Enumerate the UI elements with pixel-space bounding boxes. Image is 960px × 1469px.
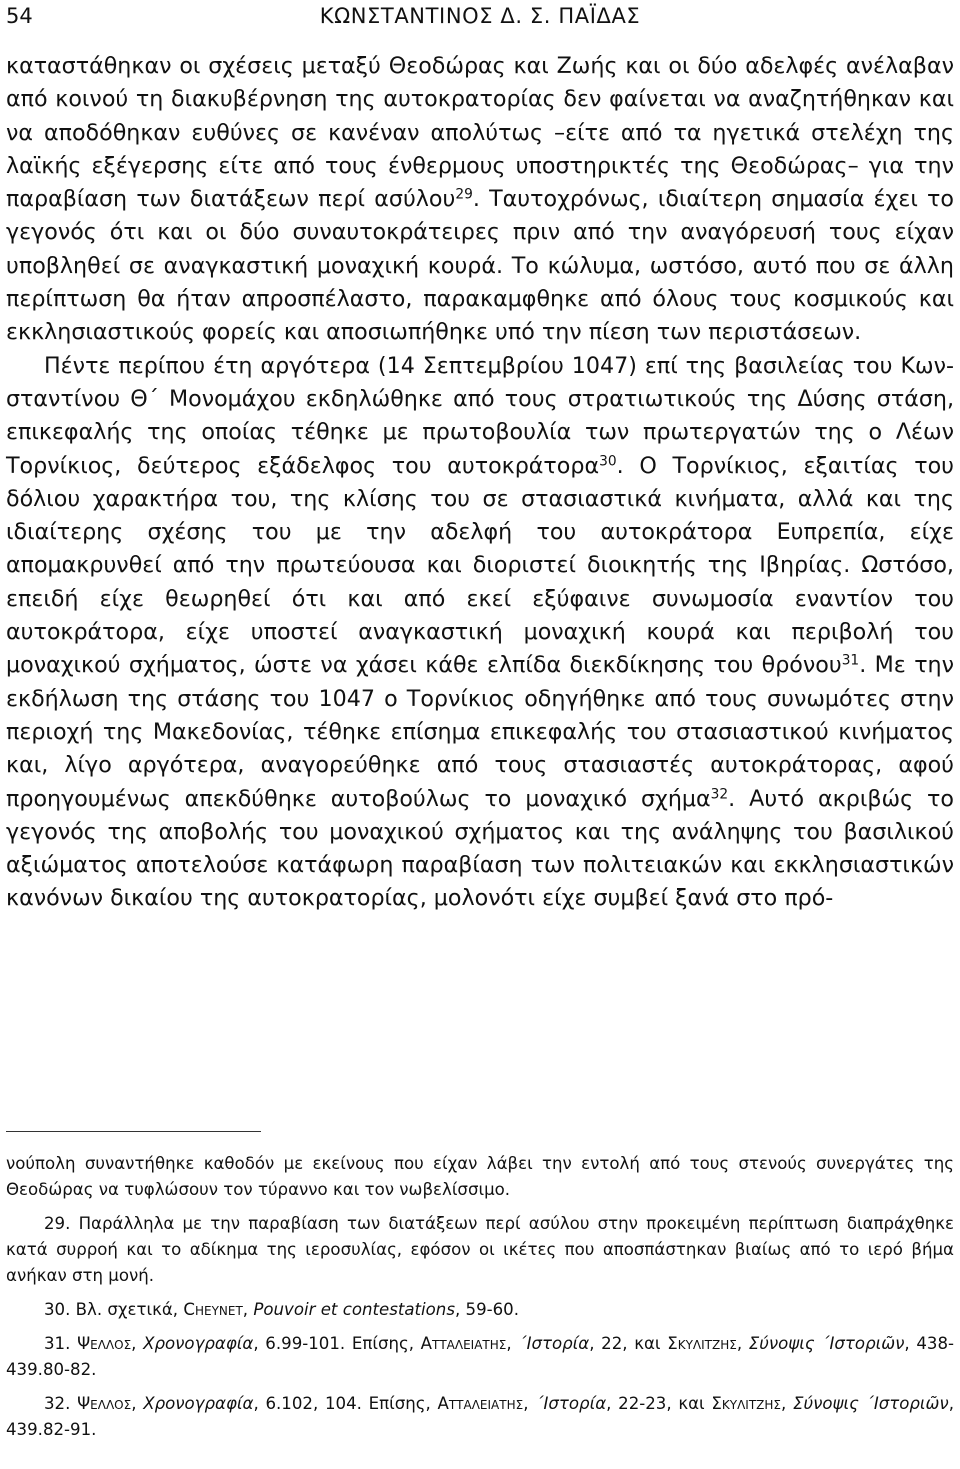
footnote-separator	[6, 1131, 261, 1132]
footnote-30-prefix: 30. Βλ. σχετικά,	[44, 1300, 184, 1319]
footnote-31-author-2: Ατταλειατης	[420, 1334, 507, 1353]
paragraph-2-text-a: Πέντε περίπου έτη αργότερα (14 Σεπτεμβρίου 1047) επί της βασιλείας του Κωνσταντίνου Θ΄ Μονομάχου εκδηλώθηκε από τους στρατιωτικούς της Δύσης στάση, επικεφαλής της οποίας τέθηκε με πρωτοβουλία των πρωτεργατών της ο Λέων Τορνίκιος, δεύτερος εξάδελφος του αυτοκράτορα	[6, 352, 954, 479]
footnote-32-mid-1: , 6.102, 104. Επίσης,	[253, 1394, 438, 1413]
paragraph-2-text-c: . Με την εκδήλωση της στάσης του 1047 ο Τορνίκιος οδηγήθηκε από τους συνωμότες στην περιοχή της Μακεδονίας, τέθηκε επίσημα επικεφαλής του στασιαστικού κινήματος και, λίγο αργότερα, αναγορεύθηκε από τους στασιαστές αυτοκράτορας, αφού προηγουμένως απεκδύθηκε αυτοβούλως το μοναχικό σχήμα	[6, 652, 955, 812]
footnote-31-author-3: Σκυλιτζης	[667, 1334, 737, 1353]
footnote-32-author-1: Ψελλος	[77, 1394, 132, 1413]
footnote-32	[6, 1391, 954, 1443]
page-header	[0, 2, 960, 36]
footnote-32-prefix: 32.	[44, 1394, 78, 1413]
footnote-32-sep-3: ,	[781, 1394, 793, 1413]
page-number: 54	[6, 4, 33, 28]
footnote-31-mid-1: , 6.99-101. Επίσης,	[253, 1334, 421, 1353]
footnote-31-mid-2: , 22, και	[589, 1334, 668, 1353]
main-text	[6, 50, 954, 916]
paragraph-2-text-d: . Αυτό ακριβώς το γεγονός της αποβολής του μοναχικού σχήματος και της ανάληψης του βασιλικού αξιώματος αποτελούσε κατάφωρη παραβίαση των πολιτειακών και εκκλησιαστικών κανόνων δικαίου της αυτοκρατορίας, μολονότι είχε συμβεί ξανά στο πρό-	[6, 785, 954, 912]
footnote-ref-32: 32	[710, 785, 729, 802]
paragraph-1-text-b: . Ταυτοχρόνως, ιδιαίτερη σημασία έχει το γεγονός ότι και οι δύο συναυτοκράτειρες πριν από την αναγόρευσή τους είχαν υποβληθεί σε αναγκαστική μοναχική κουρά. Το κώλυμα, ωστόσο, αυτό που σε άλλη περίπτωση θα ήταν απροσπέλαστο, παρακαμφθηκε από όλους τους κοσμικούς και εκκλησιαστικούς φορείς και αποσιωπήθηκε υπό την πίεση των περιστάσεων.	[6, 186, 954, 346]
footnote-ref-30: 30	[599, 453, 617, 469]
footnote-32-title-3: Σύνοψις ΄Ιστοριῶν	[793, 1394, 949, 1413]
footnote-32-author-2: Ατταλειατης	[437, 1394, 524, 1413]
footnote-30-pages: , 59-60.	[454, 1300, 520, 1319]
footnote-31-title-2: ΄Ιστορία	[518, 1334, 590, 1353]
footnote-32-sep-1: ,	[131, 1394, 144, 1413]
footnote-30-author: Cheynet	[183, 1300, 243, 1319]
footnote-31-title-3: Σύνοψις ΄Ιστοριῶν	[748, 1334, 905, 1353]
footnote-31-title-1: Χρονογραφία	[143, 1334, 254, 1353]
footnote-30-sep: ,	[242, 1300, 254, 1319]
footnote-31-pages: , 438-439.80-82.	[6, 1334, 954, 1379]
footnote-32-title-1: Χρονογραφία	[143, 1394, 254, 1413]
footnote-31-prefix: 31.	[44, 1334, 78, 1353]
footnote-31-sep-3: ,	[736, 1334, 749, 1353]
paragraph-2-text-b: . Ο Τορνίκιος, εξαιτίας του δόλιου χαρακτήρα του, της κλίσης του σε στασιαστικά κινήματα, αλλά και της ιδιαίτερης σχέσης του με την αδελφή του αυτοκράτορα Ευπρεπία, είχε απομακρυνθεί από την πρωτεύουσα και διοριστεί διοικητής της Ιβηρίας. Ωστόσο, επειδή είχε θεωρηθεί ότι και από εκεί εξύφαινε συνωμοσία εναντίον του αυτοκράτορα, είχε υποστεί αναγκαστική μοναχική κουρά και περιβολή του μοναχικού σχήματος, ώστε να χάσει κάθε ελπίδα διεκδίκησης του θρόνου	[6, 452, 954, 679]
footnote-ref-31: 31	[841, 652, 860, 669]
footnote-continuation: νούπολη συναντήθηκε καθοδόν με εκείνους που είχαν λάβει την εντολή από τους στενούς συνεργάτες της Θεοδώρας να τυφλώσουν τον τύραννο και τον νωβελίσσιμο.	[6, 1154, 954, 1199]
footnote-32-author-3: Σκυλιτζης	[711, 1394, 781, 1413]
footnote-31-sep-2: ,	[506, 1334, 519, 1353]
footnote-30	[6, 1297, 954, 1323]
footnote-30-title: Pouvoir et contestations	[253, 1300, 455, 1319]
footnote-32-title-2: ΄Ιστορία	[535, 1394, 607, 1413]
footnote-32-pages: , 439.82-91.	[6, 1394, 954, 1439]
footnote-31	[6, 1331, 954, 1383]
footnote-31-sep-1: ,	[131, 1334, 144, 1353]
paragraph-1-text-a: καταστάθηκαν οι σχέσεις μεταξύ Θεοδώρας και Ζωής και οι δύο αδελφές ανέλαβαν από κοινού τη διακυβέρνηση της αυτοκρατορίας δεν φαίνεται να αναζητήθηκαν και να αποδόθηκαν ευθύνες σε κανέναν απολύτως –είτε από τα ηγετικά στελέχη της λαϊκής εξέγερσης είτε από τους ένθερμους υποστηρικτές της Θεοδώρας– για την παραβίαση των διατάξεων περί ασύλου	[6, 53, 954, 213]
paragraph-1	[6, 50, 954, 350]
paragraph-2	[6, 350, 954, 916]
footnote-29: 29. Παράλληλα με την παραβίαση των διατάξεων περί ασύλου στην προκειμένη περίπτωση διαπράχθηκε κατά συρροή και το αδίκημα της ιεροσυλίας, εφόσον οι ικέτες που αποσπάστηκαν βιαίως από το ιερό βήμα ανήκαν στη μονή.	[6, 1214, 954, 1285]
footnote-ref-29: 29	[455, 186, 473, 203]
footnote-31-author-1: Ψελλος	[77, 1334, 132, 1353]
footnote-32-mid-2: , 22-23, και	[606, 1394, 712, 1413]
footnotes	[6, 1151, 954, 1451]
running-head: ΚΩΝΣΤΑΝΤΙΝΟΣ Δ. Σ. ΠΑΪΔΑΣ	[319, 4, 641, 28]
footnote-32-sep-2: ,	[523, 1394, 536, 1413]
